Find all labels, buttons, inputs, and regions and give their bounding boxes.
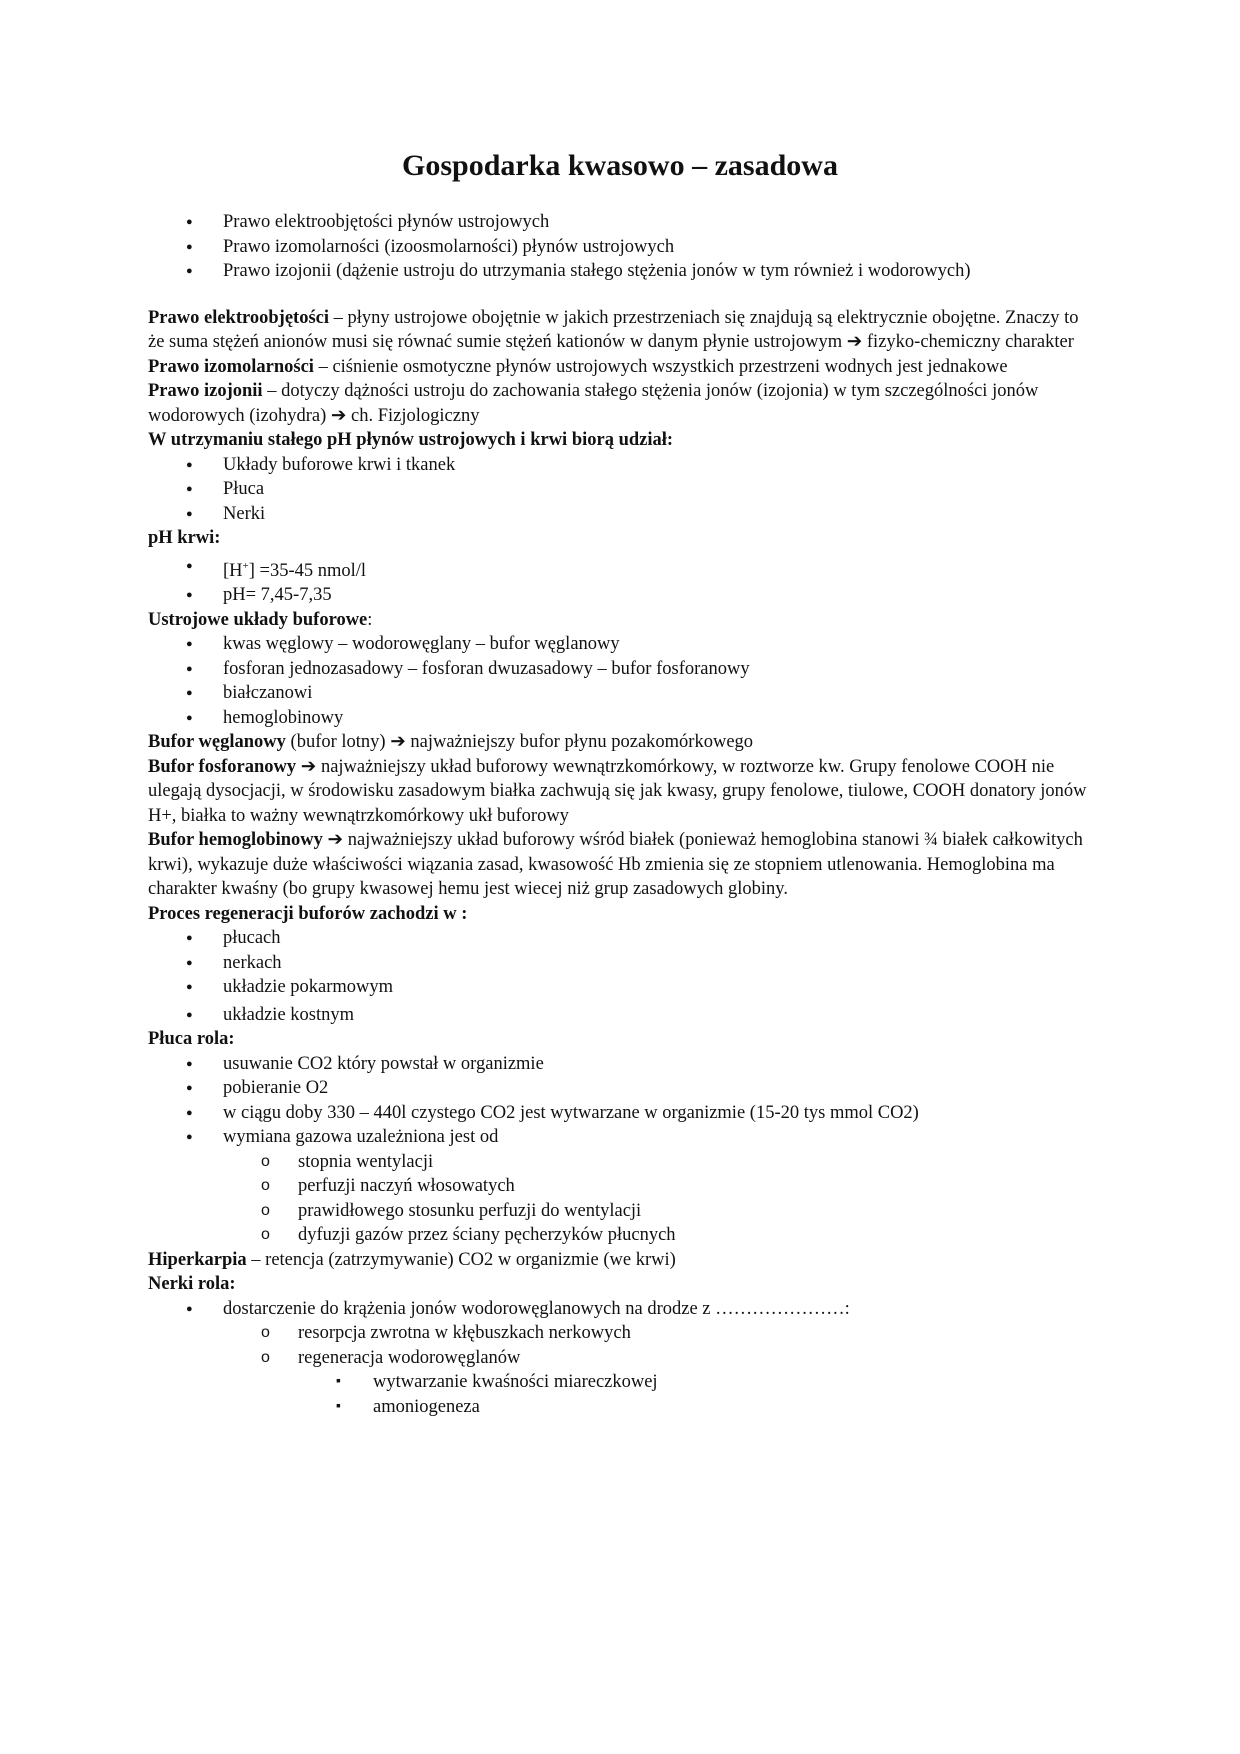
document-body: [148, 210, 1088, 1419]
ph-maint-list: [148, 453, 1088, 527]
list-item: ● Nerki: [148, 502, 1088, 527]
paragraph-elektroobjetosc: Prawo elektroobjętości – płyny ustrojowe obojętnie w jakich przestrzeniach się znajdują są elektrycznie obojętne. Znaczy to że suma stężeń anionów musi się równać sumie stężeń kationów w danym płynie ustrojowym ➔ fizyko-chemiczny charakter: [148, 307, 1079, 352]
arrow-icon: ➔: [330, 405, 347, 426]
arrow-icon: ➔: [390, 732, 406, 753]
list-item: ● w ciągu doby 330 – 440l czystego CO2 jest wytwarzane w organizmie (15-20 tys mmol CO2): [148, 1101, 1088, 1126]
buffers-list: [148, 632, 1088, 730]
list-item: o dyfuzji gazów przez ściany pęcherzyków płucnych: [148, 1223, 1088, 1248]
section-heading: Płuca rola:: [148, 1029, 235, 1050]
list-item: ● układzie pokarmowym: [148, 975, 1088, 1000]
paragraph-hiperkarpia: Hiperkarpia – retencja (zatrzymywanie) CO2 w organizmie (we krwi): [148, 1249, 676, 1270]
term: Prawo izojonii: [148, 381, 263, 401]
arrow-icon: ➔: [327, 830, 344, 851]
list-item: o prawidłowego stosunku perfuzji do wentylacji: [148, 1199, 1088, 1224]
list-item: ● hemoglobinowy: [148, 706, 1088, 731]
arrow-icon: ➔: [846, 332, 863, 352]
paragraph-izomolarnosc: Prawo izomolarności – ciśnienie osmotyczne płynów ustrojowych wszystkich przestrzeni wodnych jest jednakowe: [148, 356, 1008, 377]
list-item: ● pobieranie O2: [148, 1076, 1088, 1101]
paragraph-izojonia: Prawo izojonii – dotyczy dążności ustroju do zachowania stałego stężenia jonów (izojonia) w tym szczególności jonów wodorowych (izohydra) ➔ ch. Fizjologiczny: [148, 381, 1039, 426]
term: Bufor węglanowy: [148, 732, 286, 753]
list-item: ● nerkach: [148, 951, 1088, 976]
list-item: ● Układy buforowe krwi i tkanek: [148, 453, 1088, 478]
page-title: Gospodarka kwasowo – zasadowa: [402, 149, 838, 182]
list-item: ● fosforan jednozasadowy – fosforan dwuzasadowy – bufor fosforanowy: [148, 657, 1088, 682]
list-item: ● białczanowi: [148, 681, 1088, 706]
ph-krwi-list: [148, 554, 1088, 608]
list-item: o stopnia wentylacji: [148, 1150, 1088, 1175]
list-item: ● Płuca: [148, 477, 1088, 502]
term: Hiperkarpia: [148, 1249, 247, 1270]
list-item: ● Prawo izomolarności (izoosmolarności) płynów ustrojowych: [148, 235, 1088, 260]
list-item: o perfuzji naczyń włosowatych: [148, 1174, 1088, 1199]
list-item: ● kwas węglowy – wodorowęglany – bufor węglanowy: [148, 632, 1088, 657]
list-item: ● wymiana gazowa uzależniona jest od: [148, 1125, 1088, 1150]
paragraph-bufor-fosforanowy: Bufor fosforanowy ➔ najważniejszy układ buforowy wewnątrzkomórkowy, w roztworze kw. Grupy fenolowe COOH nie ulegają dysocjacji, w środowisku zasadowym białka zachwują się jak kwasy, grupy fenolowe, tiulowe, COOH donatory jonów H+, białka to ważny wewnątrzkomórkowy ukł buforowy: [148, 756, 1087, 826]
list-item: ● pH= 7,45-7,35: [148, 583, 1088, 608]
list-item: ● usuwanie CO2 który powstał w organizmie: [148, 1052, 1088, 1077]
paragraph-bufor-hemoglobinowy: Bufor hemoglobinowy ➔ najważniejszy układ buforowy wśród białek (ponieważ hemoglobina stanowi ¾ białek całkowitych krwi), wykazuje duże właściwości wiązania zasad, kwasowość Hb zmienia się ze stopniem utlenowania. Hemoglobina ma charakter kwaśny (bo grupy kwasowej hemu jest wiecej niż grup zasadowych globiny.: [148, 830, 1083, 900]
list-item: ● dostarczenie do krążenia jonów wodorowęglanowych na drodze z …………………:: [148, 1297, 1088, 1322]
section-heading: W utrzymaniu stałego pH płynów ustrojowych i krwi biorą udział:: [148, 430, 674, 450]
intro-list: [148, 210, 1088, 284]
section-heading: Nerki rola:: [148, 1274, 236, 1295]
term: Prawo izomolarności: [148, 356, 314, 377]
term: Bufor fosforanowy: [148, 756, 297, 777]
section-heading: Proces regeneracji buforów zachodzi w :: [148, 903, 468, 924]
paragraph-bufor-weglanowy: Bufor węglanowy (bufor lotny) ➔ najważniejszy bufor płynu pozakomórkowego: [148, 732, 754, 753]
list-item: ▪ wytwarzanie kwaśności miareczkowej: [148, 1370, 1088, 1395]
list-item: ● płucach: [148, 926, 1088, 951]
nerki-list: [148, 1297, 1088, 1420]
list-item: ● Prawo izojonii (dążenie ustroju do utrzymania stałego stężenia jonów w tym również i wodorowych): [148, 259, 1088, 284]
regen-list: [148, 926, 1088, 1027]
list-item: ● Prawo elektroobjętości płynów ustrojowych: [148, 210, 1088, 235]
term: Prawo elektroobjętości: [148, 307, 330, 328]
section-heading: pH krwi:: [148, 528, 221, 548]
section-heading: Ustrojowe układy buforowe:: [148, 609, 373, 630]
list-item: o resorpcja zwrotna w kłębuszkach nerkowych: [148, 1321, 1088, 1346]
list-item: ● [H+] =35-45 nmol/l: [148, 554, 1088, 584]
arrow-icon: ➔: [300, 756, 317, 777]
list-item: ▪ amoniogeneza: [148, 1395, 1088, 1420]
term: Bufor hemoglobinowy: [148, 830, 323, 851]
list-item: ● układzie kostnym: [148, 1003, 1088, 1028]
list-item: o regeneracja wodorowęglanów: [148, 1346, 1088, 1371]
pluca-list: [148, 1052, 1088, 1248]
